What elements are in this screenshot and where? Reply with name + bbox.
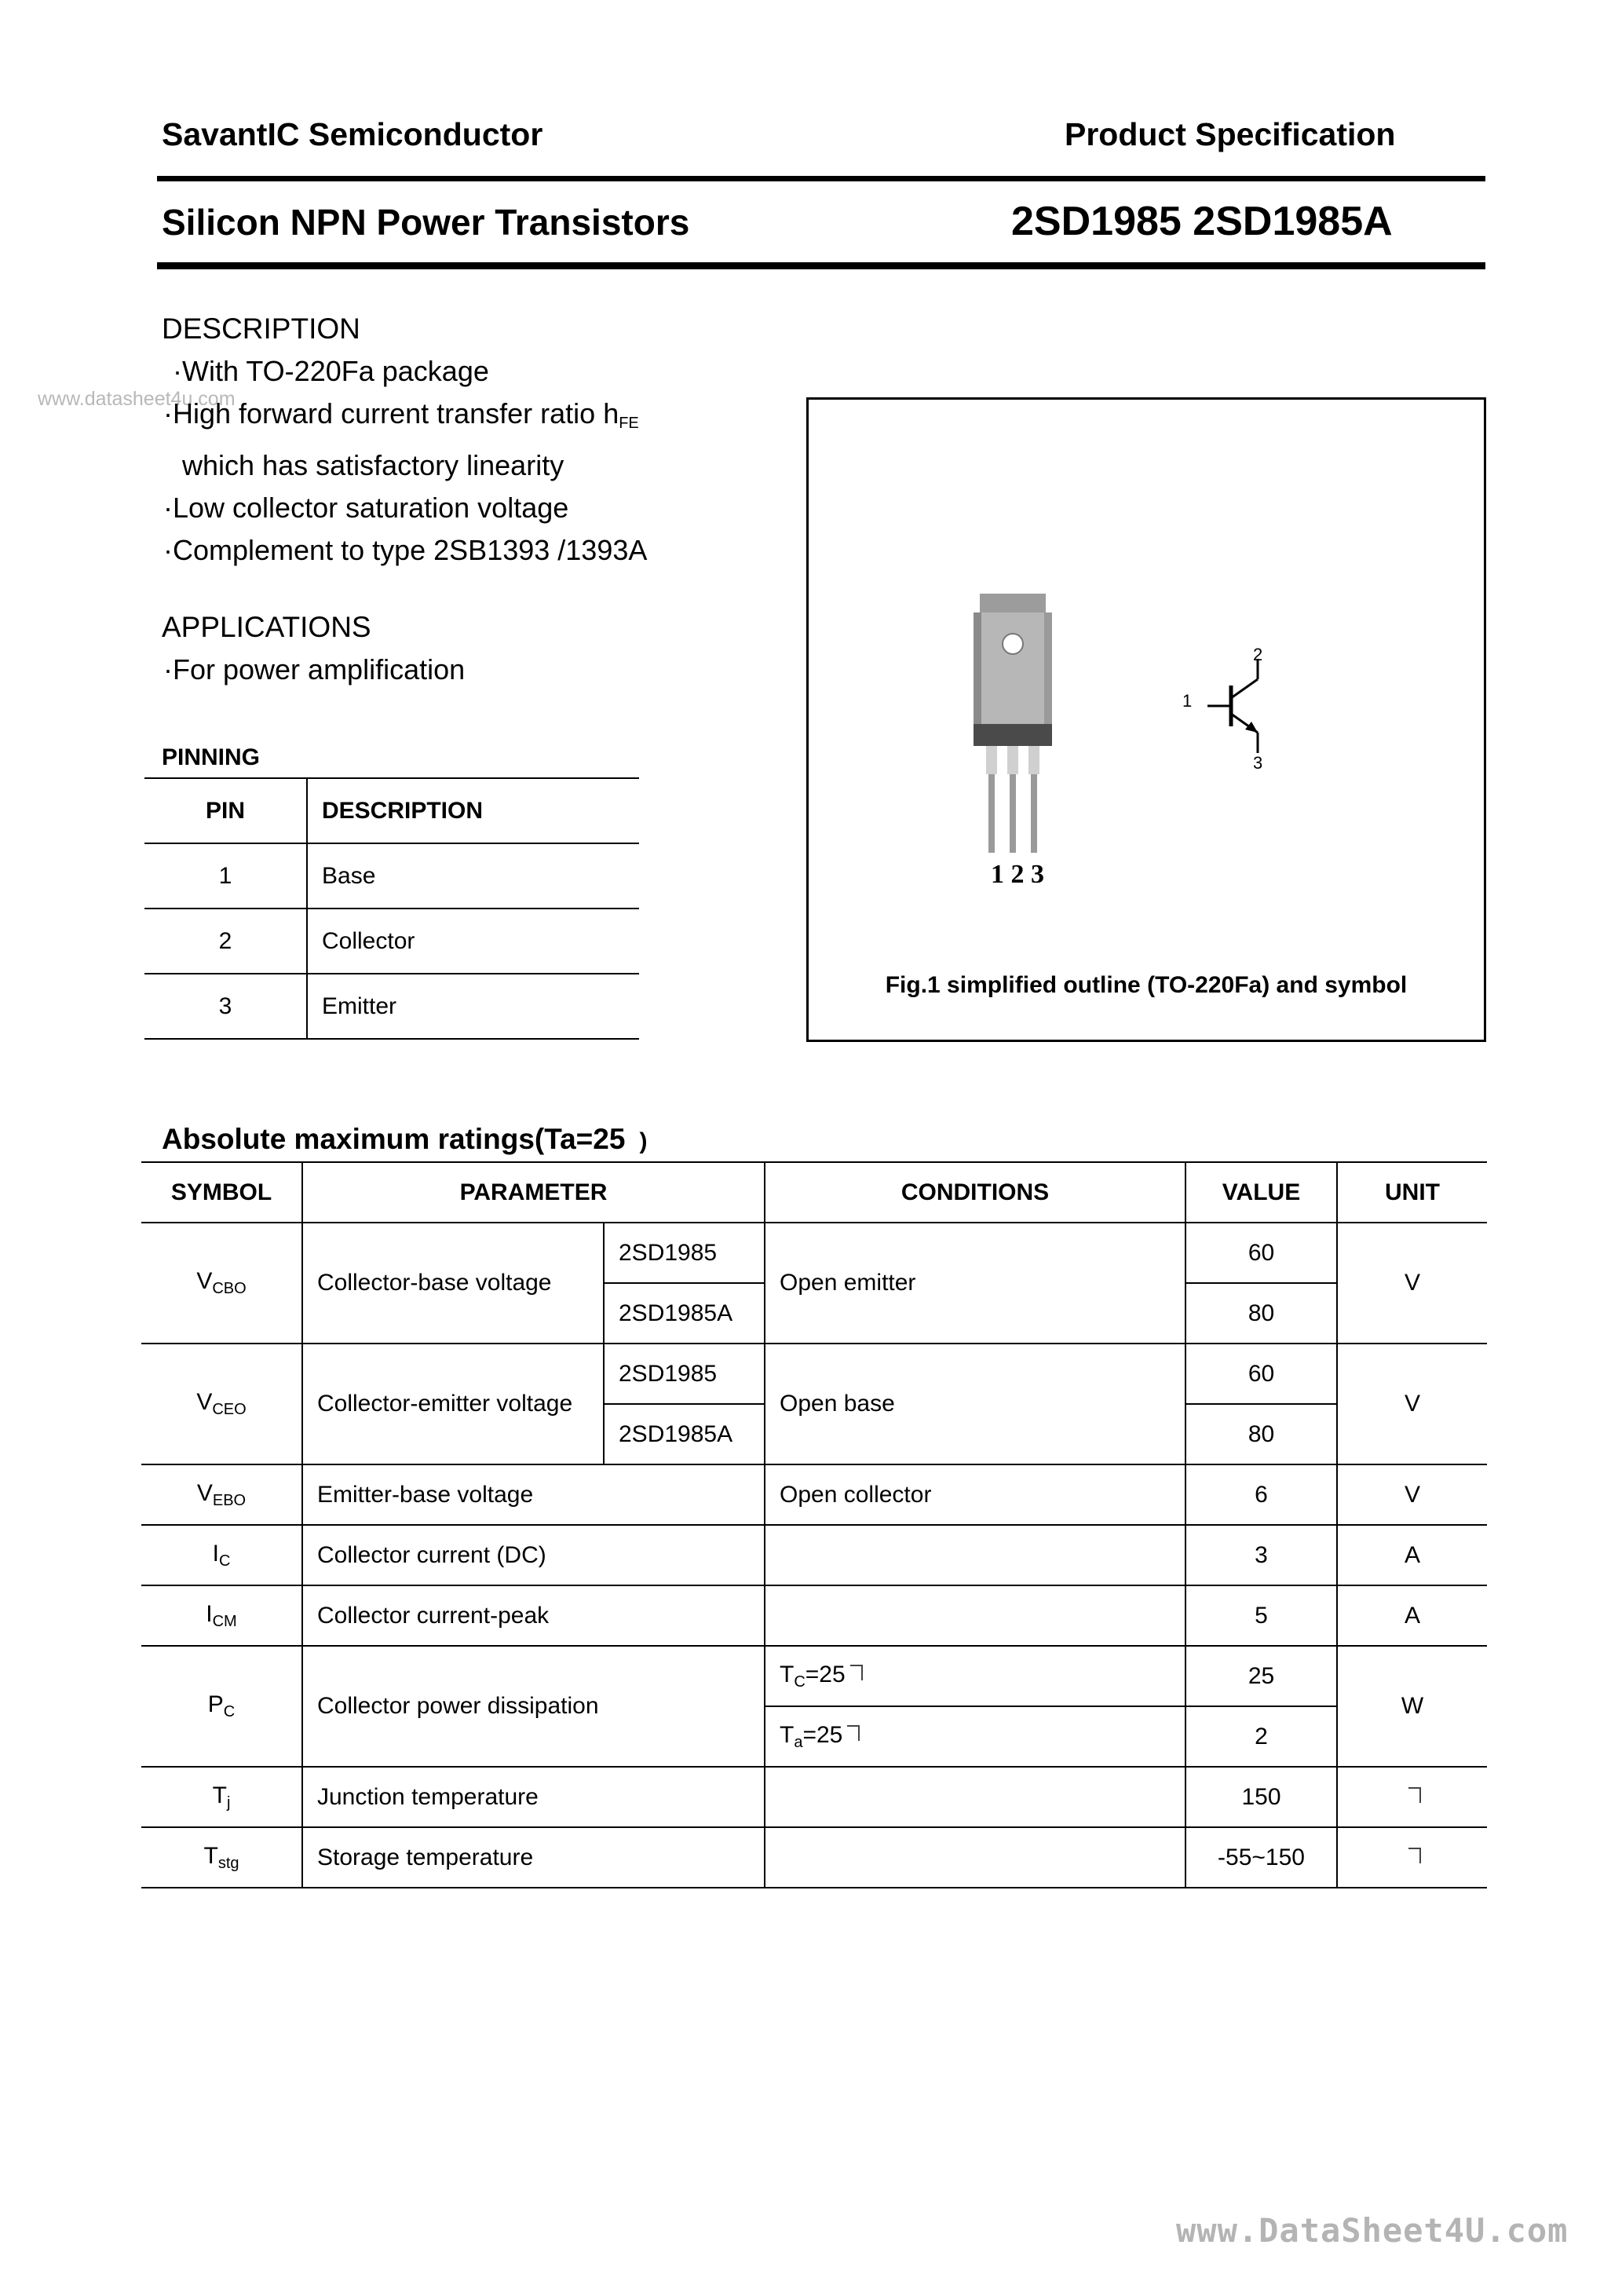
variant-cell: 2SD1985 <box>604 1223 765 1283</box>
figure-box <box>806 397 1486 1042</box>
description-title: DESCRIPTION <box>162 313 360 345</box>
pinning-title: PINNING <box>162 744 261 770</box>
description-item-hfe: ·High forward current transfer ratio $h_{FE}$ <box>163 397 639 432</box>
variant-cell: 2SD1985A <box>604 1283 765 1344</box>
product-line: Silicon NPN Power Transistors <box>162 202 690 243</box>
value-cell: 3 <box>1185 1525 1337 1585</box>
package-pin-labels: 1 2 3 <box>991 860 1044 889</box>
applications-item: ·For power amplification <box>163 653 466 686</box>
unit-cell <box>1337 1827 1487 1888</box>
value-cell: 6 <box>1185 1464 1337 1525</box>
part-numbers: 2SD1985 2SD1985A <box>1011 199 1393 244</box>
parameter-cell: Junction temperature <box>302 1767 765 1827</box>
parameter-cell: Collector current-peak <box>302 1585 765 1646</box>
conditions-cell <box>765 1767 1185 1827</box>
conditions-cell: Open emitter <box>765 1223 1185 1344</box>
unit-header: UNIT <box>1337 1162 1487 1223</box>
value-header: VALUE <box>1185 1162 1337 1223</box>
pin-number: 3 <box>144 974 307 1039</box>
symbol-cell: $V_{EBO}$ <box>141 1464 302 1525</box>
conditions-cell: Open base <box>765 1344 1185 1464</box>
parameter-header: PARAMETER <box>302 1162 765 1223</box>
ratings-table <box>141 1161 1487 1888</box>
applications-title: APPLICATIONS <box>162 611 371 643</box>
unit-cell: V <box>1337 1464 1487 1525</box>
symbol-cell: $T_{stg}$ <box>141 1827 302 1888</box>
watermark-top: www.datasheet4u.com <box>38 388 236 410</box>
variant-cell: 2SD1985A <box>604 1404 765 1464</box>
table-row <box>141 1827 1487 1888</box>
pin-description: Emitter <box>307 974 639 1039</box>
conditions-cell: $T_a=25$ <box>765 1706 1185 1767</box>
pinning-header-row <box>144 778 639 843</box>
symbol-cell: $I_C$ <box>141 1525 302 1585</box>
unit-cell: W <box>1337 1646 1487 1767</box>
degree-symbol <box>1408 1848 1421 1863</box>
parameter-cell: Emitter-base voltage <box>302 1464 765 1525</box>
unit-cell: V <box>1337 1344 1487 1464</box>
conditions-cell <box>765 1525 1185 1585</box>
degree-symbol <box>847 1725 860 1741</box>
symbol-cell: $T_j$ <box>141 1767 302 1827</box>
header-rule-top <box>157 176 1485 181</box>
symbol-cell: $P_C$ <box>141 1646 302 1767</box>
table-row <box>144 974 639 1039</box>
parameter-cell: Collector-base voltage <box>302 1223 604 1344</box>
company-name: SavantIC Semiconductor <box>162 116 543 152</box>
value-cell: 80 <box>1185 1404 1337 1464</box>
conditions-header: CONDITIONS <box>765 1162 1185 1223</box>
pin-description-header: DESCRIPTION <box>307 778 639 843</box>
degree-symbol <box>1408 1787 1421 1803</box>
parameter-cell: Collector power dissipation <box>302 1646 765 1767</box>
value-cell: 2 <box>1185 1706 1337 1767</box>
unit-cell: A <box>1337 1525 1487 1585</box>
parameter-cell: Collector current (DC) <box>302 1525 765 1585</box>
pin-number: 1 <box>144 843 307 909</box>
degree-symbol <box>850 1665 863 1680</box>
conditions-cell <box>765 1827 1185 1888</box>
unit-cell: A <box>1337 1585 1487 1646</box>
conditions-cell <box>765 1585 1185 1646</box>
table-row <box>141 1767 1487 1827</box>
pin-description: Collector <box>307 909 639 974</box>
symbol-cell: $V_{CEO}$ <box>141 1344 302 1464</box>
pin-description: Base <box>307 843 639 909</box>
table-row <box>141 1223 1487 1283</box>
table-row <box>144 843 639 909</box>
unit-cell <box>1337 1767 1487 1827</box>
value-cell: 60 <box>1185 1223 1337 1283</box>
pinning-table <box>144 777 639 1040</box>
watermark-bottom: www.DataSheet4U.com <box>1176 2211 1569 2250</box>
table-row <box>144 909 639 974</box>
symbol-base-label: 1 <box>1182 691 1193 711</box>
value-cell: 150 <box>1185 1767 1337 1827</box>
header-rule-bottom <box>157 262 1485 269</box>
ratings-header-row <box>141 1162 1487 1223</box>
value-cell: -55~150 <box>1185 1827 1337 1888</box>
parameter-cell: Storage temperature <box>302 1827 765 1888</box>
pin-number: 2 <box>144 909 307 974</box>
figure-caption: Fig.1 simplified outline (TO-220Fa) and symbol <box>885 972 1408 998</box>
value-cell: 25 <box>1185 1646 1337 1706</box>
document-type: Product Specification <box>1065 116 1396 152</box>
value-cell: 5 <box>1185 1585 1337 1646</box>
table-row <box>141 1464 1487 1525</box>
table-row <box>141 1525 1487 1585</box>
description-item: ·Low collector saturation voltage <box>163 492 569 524</box>
description-item-cont: which has satisfactory linearity <box>182 449 564 481</box>
variant-cell: 2SD1985 <box>604 1344 765 1404</box>
table-row <box>141 1344 1487 1404</box>
ratings-title: Absolute maximum ratings(Ta=25 ) <box>162 1123 648 1155</box>
symbol-emitter-label: 3 <box>1253 753 1263 773</box>
conditions-cell: Open collector <box>765 1464 1185 1525</box>
table-row <box>141 1585 1487 1646</box>
table-row <box>141 1646 1487 1706</box>
value-cell: 80 <box>1185 1283 1337 1344</box>
description-item: ·Complement to type 2SB1393 /1393A <box>163 534 648 566</box>
npn-transistor-symbol <box>1193 651 1288 761</box>
value-cell: 60 <box>1185 1344 1337 1404</box>
symbol-cell: $I_{CM}$ <box>141 1585 302 1646</box>
conditions-cell: $T_C=25$ <box>765 1646 1185 1706</box>
package-outline-image <box>966 592 1060 859</box>
parameter-cell: Collector-emitter voltage <box>302 1344 604 1464</box>
pin-header: PIN <box>144 778 307 843</box>
symbol-cell: $V_{CBO}$ <box>141 1223 302 1344</box>
symbol-collector-label: 2 <box>1253 645 1263 664</box>
unit-cell: V <box>1337 1223 1487 1344</box>
description-item: ·With TO-220Fa package <box>173 355 489 387</box>
symbol-header: SYMBOL <box>141 1162 302 1223</box>
description-list <box>163 350 647 572</box>
